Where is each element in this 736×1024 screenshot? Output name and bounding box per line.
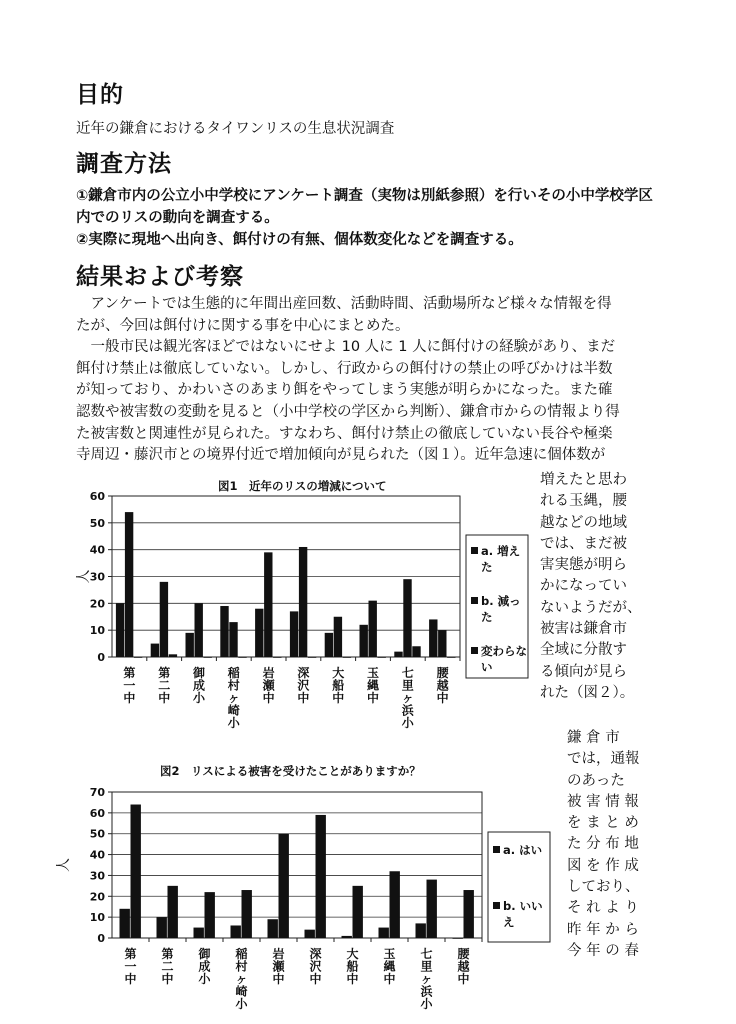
side-line: しており、 <box>567 879 640 896</box>
side-line: では、まだ被 <box>540 535 627 552</box>
side-line: た 分 布 地 <box>567 836 639 853</box>
y-tick-label: 40 <box>89 848 105 862</box>
y-tick-label: 40 <box>89 543 105 557</box>
legend-label: a. 増え <box>481 544 521 558</box>
x-tick-label: 御成小 <box>198 947 211 986</box>
bar-1 <box>194 928 204 938</box>
legend-label: 変わらな <box>481 644 527 658</box>
purpose-heading: 目的 <box>76 82 124 108</box>
bar-2 <box>390 871 400 938</box>
results-line: 一般市民は観光客ほどではないにせよ 10 人に 1 人に餌付けの経験があり、まだ <box>76 339 616 356</box>
y-tick-label: 30 <box>89 570 105 584</box>
legend-label: い <box>481 660 493 674</box>
y-tick-label: 0 <box>97 651 105 664</box>
side-line: 害実態が明ら <box>540 557 627 574</box>
legend-label: た <box>481 610 493 624</box>
legend-swatch <box>493 846 500 853</box>
bar-1 <box>157 917 167 938</box>
y-tick-label: 20 <box>89 597 105 611</box>
bar-2 <box>168 886 178 938</box>
side-line: 全域に分散す <box>540 642 627 659</box>
y-tick-label: 60 <box>89 806 105 820</box>
side-line: 増えたと思わ <box>540 472 627 488</box>
x-tick-label: 第二中 <box>158 666 171 705</box>
side-line: 今 年 の 春 <box>567 942 639 959</box>
x-tick-label: 腰越中 <box>457 947 470 986</box>
legend-label: た <box>481 560 493 574</box>
side-line: 昨 年 か ら <box>567 921 639 938</box>
bar-1 <box>379 928 389 938</box>
y-tick-label: 70 <box>89 786 105 799</box>
side-line: ないようだが、 <box>540 599 642 616</box>
legend-label: え <box>503 915 515 929</box>
x-tick-label: 稲村ヶ崎小 <box>227 666 240 730</box>
bar-2 <box>427 880 437 938</box>
x-tick-label: 大船中 <box>332 666 345 705</box>
bar-1 <box>268 919 278 938</box>
results-line: 寺周辺・藤沢市との境界付近で増加傾向が見られた（図１）。近年急速に個体数が <box>76 447 606 464</box>
x-tick-label: 七里ヶ浜小 <box>420 947 433 1011</box>
bar-2 <box>464 890 474 938</box>
bar-1 <box>342 936 352 938</box>
y-tick-label: 20 <box>89 890 105 904</box>
side-line: 越などの地域 <box>540 514 627 531</box>
method-item-1a: ①鎌倉市内の公立小中学校にアンケート調査（実物は別紙参照）を行いその小中学校学区 <box>76 188 653 204</box>
results-line: 餌付け禁止は徹底していない。しかし、行政からの餌付けの禁止の呼びかけは半数 <box>76 360 613 377</box>
y-tick-label: 30 <box>89 869 105 883</box>
results-line: 認数や被害数の変動を見ると（小中学校の学区から判断）、鎌倉市からの情報より得 <box>76 403 620 420</box>
x-tick-label: 第一中 <box>124 947 137 986</box>
bar-1 <box>453 938 463 939</box>
x-tick-label: 腰越中 <box>436 666 449 705</box>
side-line: れる玉縄，腰 <box>540 493 627 510</box>
results-heading: 結果および考察 <box>76 264 244 290</box>
method-item-2: ②実際に現地へ出向き、餌付けの有無、個体数変化などを調査する。 <box>76 232 523 248</box>
results-line: た被害数と関連性が見られた。すなわち、餌付け禁止の徹底していない長谷や極楽 <box>76 425 613 442</box>
side-line: のあった <box>567 772 625 789</box>
side-line: そ れ よ り <box>567 900 639 917</box>
x-tick-label: 深沢中 <box>309 947 322 986</box>
x-tick-label: 玉縄中 <box>383 947 396 986</box>
bar-1 <box>120 909 130 938</box>
x-tick-label: 御成小 <box>192 666 206 705</box>
x-tick-label: 玉縄中 <box>366 666 380 705</box>
bar-2 <box>279 834 289 938</box>
side-line: かになってい <box>540 578 627 595</box>
bar-2 <box>205 892 215 938</box>
bar-2 <box>131 805 141 938</box>
results-line: アンケートでは生態的に年間出産回数、活動時間、活動場所など様々な情報を得 <box>76 296 612 312</box>
chart-title: 図2 リスによる被害を受けたことがありますか？ <box>160 764 421 778</box>
results-line: たが、今回は餌付けに関する事を中心にまとめた。 <box>76 317 410 334</box>
side-line: 被 害 情 報 <box>567 793 639 810</box>
y-axis-label: 人 <box>56 858 72 872</box>
x-tick-label: 大船中 <box>346 947 359 986</box>
x-tick-label: 岩瀬中 <box>272 947 285 986</box>
x-tick-label: 稲村ヶ崎小 <box>235 947 248 1011</box>
x-tick-label: 岩瀬中 <box>262 666 275 705</box>
legend-swatch <box>493 902 500 909</box>
method-item-1b: 内でのリスの動向を調査する。 <box>76 210 279 226</box>
side-line: 図 を 作 成 <box>567 857 639 874</box>
y-tick-label: 10 <box>89 624 105 638</box>
y-tick-label: 60 <box>89 490 105 503</box>
y-tick-label: 50 <box>89 516 105 530</box>
bar-1 <box>305 930 315 938</box>
side-line: では，通報 <box>567 751 640 768</box>
y-tick-label: 50 <box>89 827 105 841</box>
y-axis-label: 人 <box>76 569 92 584</box>
x-tick-label: 第二中 <box>161 947 174 986</box>
bar-1 <box>231 925 241 938</box>
bar-1 <box>416 923 426 938</box>
bar-2 <box>242 890 252 938</box>
side-line: る傾向が見ら <box>540 663 627 680</box>
bar-2 <box>316 815 326 938</box>
side-line: 鎌 倉 市 <box>567 730 620 746</box>
x-tick-label: 七里ヶ浜小 <box>401 666 414 730</box>
results-line: が知っており、かわいさのあまり餌をやってしまう実態が明らかになった。また確 <box>76 382 613 399</box>
side-line: を ま と め <box>567 815 639 832</box>
purpose-text: 近年の鎌倉におけるタイワンリスの生息状況調査 <box>76 121 395 137</box>
y-tick-label: 10 <box>89 911 105 925</box>
y-tick-label: 0 <box>97 932 105 945</box>
legend-label: b. 減っ <box>481 594 521 608</box>
side-line: れた（図２）。 <box>540 684 635 701</box>
chart-title: 図1 近年のリスの増減について <box>218 479 387 493</box>
x-tick-label: 深沢中 <box>297 666 310 705</box>
side-line: 被害は鎌倉市 <box>540 621 627 638</box>
bar-2 <box>353 886 363 938</box>
legend-label: a. はい <box>503 843 543 857</box>
method-heading: 調査方法 <box>76 151 172 177</box>
legend-label: b. いい <box>503 899 543 913</box>
x-tick-label: 第一中 <box>123 666 136 705</box>
